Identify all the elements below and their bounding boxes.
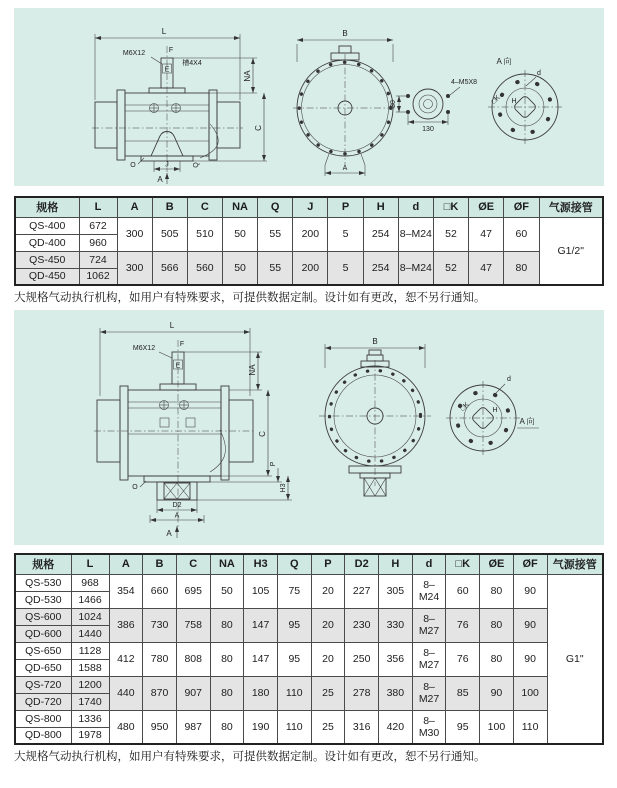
value-cell: 20: [311, 642, 345, 676]
value-cell: 90: [513, 642, 547, 676]
column-header: Q: [258, 197, 293, 217]
value-cell: 47: [469, 217, 504, 251]
value-cell: 695: [176, 574, 210, 608]
length-cell: 1440: [71, 625, 109, 642]
value-cell: 52: [433, 251, 468, 285]
column-header: ØF: [513, 554, 547, 574]
header-row: [15, 197, 603, 217]
column-header: B: [143, 554, 177, 574]
spec-cell: QD-800: [15, 727, 71, 744]
value-cell: 566: [152, 251, 187, 285]
value-cell: 80: [480, 642, 514, 676]
column-header: L: [71, 554, 109, 574]
value-cell: 105: [244, 574, 278, 608]
pipe-cell: G1/2": [539, 217, 603, 285]
table-row: [15, 710, 603, 727]
spec-cell: QS-650: [15, 642, 71, 659]
value-cell: 95: [446, 710, 480, 744]
value-cell: 76: [446, 642, 480, 676]
value-cell: 5: [328, 217, 363, 251]
dim-label-H: H: [492, 407, 498, 414]
value-cell: 20: [311, 608, 345, 642]
pipe-cell: G1": [547, 574, 603, 744]
spec-cell: QS-720: [15, 676, 71, 693]
value-cell: 8–M27: [412, 676, 446, 710]
view-a-label: A 向: [519, 417, 535, 426]
value-cell: 55: [258, 217, 293, 251]
dim-label-O: O: [130, 162, 136, 169]
dim-label-NA: NA: [248, 364, 257, 376]
mounting-flange-view: [390, 79, 477, 133]
dim-label-F: F: [179, 341, 185, 348]
value-cell: 80: [210, 642, 244, 676]
value-cell: 147: [244, 642, 278, 676]
value-cell: 305: [379, 574, 413, 608]
column-header: □K: [433, 197, 468, 217]
value-cell: 47: [469, 251, 504, 285]
table-row: [15, 642, 603, 659]
value-cell: 8–M24: [398, 251, 433, 285]
column-header: d: [398, 197, 433, 217]
value-cell: 80: [504, 251, 539, 285]
value-cell: 52: [433, 217, 468, 251]
value-cell: 254: [363, 251, 398, 285]
spec-cell: QS-600: [15, 608, 71, 625]
value-cell: 5: [328, 251, 363, 285]
value-cell: 510: [187, 217, 222, 251]
spec-cell: QS-800: [15, 710, 71, 727]
value-cell: 356: [379, 642, 413, 676]
value-cell: 76: [446, 608, 480, 642]
dim-label-J: J: [165, 161, 169, 169]
dim-label-A: A: [342, 165, 348, 172]
value-cell: 50: [222, 251, 257, 285]
value-cell: 808: [176, 642, 210, 676]
dim-label-H3: H3: [280, 483, 287, 493]
value-cell: 50: [210, 574, 244, 608]
value-cell: 505: [152, 217, 187, 251]
value-cell: 95: [277, 642, 311, 676]
column-header: 规格: [15, 197, 79, 217]
value-cell: 330: [379, 608, 413, 642]
output-flange-view: [488, 56, 562, 144]
side-view: [94, 321, 292, 538]
column-header: P: [328, 197, 363, 217]
front-view: [319, 337, 431, 496]
dim-label-D2: D2: [172, 502, 182, 509]
value-cell: 90: [513, 608, 547, 642]
spec-cell: QS-400: [15, 217, 79, 234]
value-cell: 110: [513, 710, 547, 744]
value-cell: 660: [143, 574, 177, 608]
value-cell: 300: [117, 217, 152, 251]
spec-cell: QD-720: [15, 693, 71, 710]
value-cell: 200: [293, 251, 328, 285]
value-cell: 100: [480, 710, 514, 744]
small-bolt-spec-label: 4–M5X8: [450, 79, 478, 86]
dim-label-130: 130: [422, 126, 434, 133]
spec-table-2: [14, 553, 604, 745]
column-header: C: [176, 554, 210, 574]
technical-drawing-1: [14, 8, 604, 186]
length-cell: 724: [79, 251, 117, 268]
view-arrow-A: A: [166, 529, 172, 538]
spec-table-2-wrap: [14, 553, 604, 745]
column-header: 规格: [15, 554, 71, 574]
value-cell: 85: [446, 676, 480, 710]
dim-label-30: 30: [390, 100, 397, 108]
dim-label-F: F: [168, 47, 174, 54]
dim-label-L: L: [169, 321, 175, 330]
value-cell: 420: [379, 710, 413, 744]
value-cell: 8–M30: [412, 710, 446, 744]
output-flange-view: [446, 376, 539, 455]
value-cell: 190: [244, 710, 278, 744]
dim-label-L: L: [161, 27, 167, 36]
value-cell: 100: [513, 676, 547, 710]
value-cell: 200: [293, 217, 328, 251]
value-cell: 230: [345, 608, 379, 642]
value-cell: 50: [222, 217, 257, 251]
dim-label-d: d: [537, 70, 541, 77]
dim-label-B: B: [342, 29, 348, 38]
value-cell: 870: [143, 676, 177, 710]
dim-label-O: O: [132, 484, 138, 491]
table-row: [15, 217, 603, 234]
value-cell: 254: [363, 217, 398, 251]
column-header: H: [379, 554, 413, 574]
column-header: □K: [446, 554, 480, 574]
column-header: D2: [345, 554, 379, 574]
value-cell: 80: [480, 574, 514, 608]
spec-cell: QD-400: [15, 234, 79, 251]
value-cell: 386: [109, 608, 143, 642]
length-cell: 1978: [71, 727, 109, 744]
table-row: [15, 676, 603, 693]
length-cell: 968: [71, 574, 109, 591]
value-cell: 480: [109, 710, 143, 744]
value-cell: 758: [176, 608, 210, 642]
dim-label-B: B: [372, 337, 378, 346]
table-1-note: 大规格气动执行机构，如用户有特殊要求，可提供数据定制。设计如有更改，恕不另行通知。: [14, 292, 486, 304]
value-cell: 80: [210, 608, 244, 642]
dim-label-H: H: [511, 98, 517, 105]
value-cell: 20: [311, 574, 345, 608]
value-cell: 110: [277, 676, 311, 710]
table-row: [15, 251, 603, 268]
view-a-label: A 向: [496, 57, 512, 66]
column-header: A: [109, 554, 143, 574]
value-cell: 60: [446, 574, 480, 608]
dim-label-A: A: [174, 512, 180, 520]
view-arrow-A: A: [157, 175, 163, 184]
value-cell: 180: [244, 676, 278, 710]
value-cell: 950: [143, 710, 177, 744]
technical-drawing-2: [14, 310, 604, 545]
value-cell: 95: [277, 608, 311, 642]
value-cell: 8–M24: [412, 574, 446, 608]
dim-label-E: E: [175, 362, 181, 370]
spec-cell: QS-450: [15, 251, 79, 268]
value-cell: 147: [244, 608, 278, 642]
value-cell: 25: [311, 710, 345, 744]
value-cell: 316: [345, 710, 379, 744]
bolt-spec-label: M6X12: [122, 50, 146, 57]
length-cell: 1336: [71, 710, 109, 727]
value-cell: 354: [109, 574, 143, 608]
value-cell: 730: [143, 608, 177, 642]
length-cell: 960: [79, 234, 117, 251]
value-cell: 440: [109, 676, 143, 710]
column-header: C: [187, 197, 222, 217]
value-cell: 80: [210, 710, 244, 744]
header-row: [15, 554, 603, 574]
table-row: [15, 574, 603, 591]
value-cell: 278: [345, 676, 379, 710]
length-cell: 1588: [71, 659, 109, 676]
value-cell: 90: [513, 574, 547, 608]
value-cell: 227: [345, 574, 379, 608]
dim-label-K: □K: [490, 94, 502, 106]
value-cell: 25: [311, 676, 345, 710]
column-header: NA: [222, 197, 257, 217]
front-view: [293, 29, 397, 176]
value-cell: 560: [187, 251, 222, 285]
column-header: H3: [244, 554, 278, 574]
value-cell: 8–M24: [398, 217, 433, 251]
length-cell: 1200: [71, 676, 109, 693]
value-cell: 8–M27: [412, 608, 446, 642]
length-cell: 1024: [71, 608, 109, 625]
column-header: A: [117, 197, 152, 217]
spec-cell: QS-530: [15, 574, 71, 591]
slot-spec-label: 槽4X4: [182, 60, 202, 67]
dim-label-C: C: [254, 125, 263, 131]
dim-label-d: d: [507, 376, 511, 383]
column-header: NA: [210, 554, 244, 574]
drawing-panel-1: [14, 8, 604, 186]
dim-label-Q: Q: [193, 162, 200, 168]
length-cell: 1740: [71, 693, 109, 710]
side-view: [92, 27, 267, 184]
value-cell: 80: [480, 608, 514, 642]
value-cell: 8–M27: [412, 642, 446, 676]
value-cell: 780: [143, 642, 177, 676]
table-row: [15, 608, 603, 625]
column-header: 气源接管: [547, 554, 603, 574]
value-cell: 55: [258, 251, 293, 285]
column-header: L: [79, 197, 117, 217]
dim-label-C: C: [258, 431, 267, 437]
value-cell: 907: [176, 676, 210, 710]
column-header: d: [412, 554, 446, 574]
dim-label-NA: NA: [243, 70, 252, 82]
table-2-note: 大规格气动执行机构，如用户有特殊要求，可提供数据定制。设计如有更改，恕不另行通知。: [14, 751, 486, 763]
value-cell: 110: [277, 710, 311, 744]
length-cell: 1062: [79, 268, 117, 285]
value-cell: 75: [277, 574, 311, 608]
spec-cell: QD-600: [15, 625, 71, 642]
spec-table-1-wrap: [14, 196, 604, 286]
value-cell: 80: [210, 676, 244, 710]
length-cell: 1128: [71, 642, 109, 659]
bolt-spec-label: M6X12: [132, 345, 156, 352]
drawing-panel-2: [14, 310, 604, 545]
column-header: ØE: [469, 197, 504, 217]
value-cell: 412: [109, 642, 143, 676]
value-cell: 90: [480, 676, 514, 710]
value-cell: 987: [176, 710, 210, 744]
value-cell: 60: [504, 217, 539, 251]
dim-label-E: E: [164, 66, 170, 74]
column-header: ØE: [480, 554, 514, 574]
length-cell: 672: [79, 217, 117, 234]
spec-cell: QD-450: [15, 268, 79, 285]
column-header: H: [363, 197, 398, 217]
column-header: ØF: [504, 197, 539, 217]
spec-cell: QD-530: [15, 591, 71, 608]
dim-label-K: □K: [459, 401, 471, 413]
column-header: B: [152, 197, 187, 217]
value-cell: 300: [117, 251, 152, 285]
value-cell: 250: [345, 642, 379, 676]
length-cell: 1466: [71, 591, 109, 608]
column-header: Q: [277, 554, 311, 574]
column-header: P: [311, 554, 345, 574]
column-header: J: [293, 197, 328, 217]
spec-table-1: [14, 196, 604, 286]
dim-label-P: P: [270, 461, 277, 467]
value-cell: 380: [379, 676, 413, 710]
spec-cell: QD-650: [15, 659, 71, 676]
column-header: 气源接管: [539, 197, 603, 217]
